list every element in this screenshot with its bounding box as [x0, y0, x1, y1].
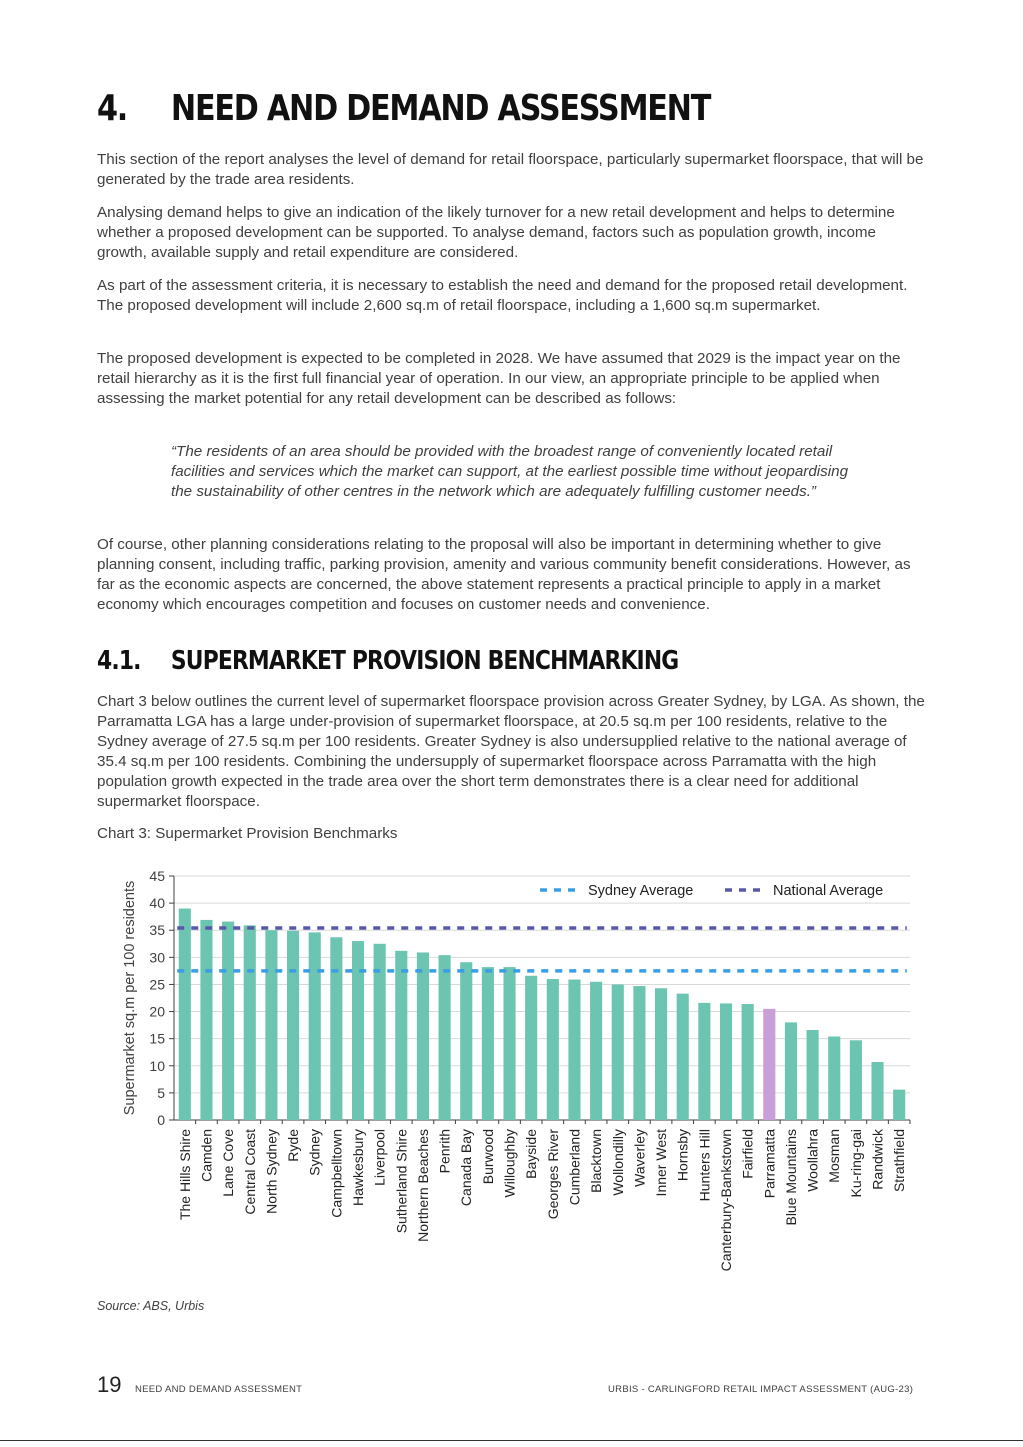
category-label: Canada Bay: [458, 1129, 475, 1207]
category-label: North Sydney: [263, 1129, 280, 1214]
bar: [395, 951, 407, 1120]
intro-paragraph: This section of the report analyses the level of demand for retail floorspace, particularly supermarket floorspace, that will be generated by the trade area residents.: [97, 151, 924, 188]
category-label: Camden: [198, 1129, 215, 1182]
bar: [547, 979, 559, 1120]
bar: [179, 909, 191, 1120]
category-label: Hornsby: [674, 1129, 691, 1182]
bar: [460, 962, 472, 1120]
subsection-title: SUPERMARKET PROVISION BENCHMARKING: [170, 646, 679, 676]
category-label: Georges River: [544, 1129, 561, 1220]
y-tick-label: 15: [149, 1030, 165, 1047]
bar: [200, 920, 212, 1120]
category-label: Sutherland Shire: [393, 1129, 410, 1234]
bar: [742, 1004, 754, 1120]
category-label: Parramatta: [761, 1129, 778, 1199]
bar: [612, 984, 624, 1120]
bar: [330, 937, 342, 1120]
bar: [655, 988, 667, 1120]
bar: [720, 1003, 732, 1120]
category-label: Central Coast: [241, 1129, 258, 1215]
category-label: Penrith: [436, 1129, 453, 1174]
page-number: 19: [97, 1372, 122, 1397]
bar: [850, 1040, 862, 1120]
y-tick-label: 5: [157, 1084, 165, 1101]
planning-paragraph: Of course, other planning considerations relating to the proposal will also be important in determining whether to give planning consent, including traffic, parking provision, amenity and various community benefit considerations. However, as far as the economic aspects are concerned, the above statement represents a practical principle to apply in a market economy which encourages competition and focuses on customer needs and convenience.: [97, 536, 911, 613]
bar: [439, 955, 451, 1120]
bar: [503, 967, 515, 1120]
bar: [871, 1062, 883, 1120]
category-label: Waverley: [631, 1129, 648, 1187]
bar: [525, 976, 537, 1120]
y-tick-label: 10: [149, 1057, 165, 1074]
bar: [352, 941, 364, 1120]
chart-caption: Chart 3: Supermarket Provision Benchmarks: [97, 825, 398, 842]
category-label: Ryde: [285, 1129, 302, 1162]
bar: [309, 932, 321, 1120]
benchmark-paragraph: Chart 3 below outlines the current level of supermarket floorspace provision across Greater Sydney, by LGA. As shown, the Parramatta LGA has a large under-provision of supermarket floorspace, at 20.5 sq.m per 100 residents, relative to the Sydney average of 27.5 sq.m per 100 residents. Greater Sydney is also undersupplied relative to the national average of 35.4 sq.m per 100 residents. Combining the undersupply of supermarket floorspace across Parramatta with the high population growth expected in the trade area over the short term demonstrates there is a clear need for additional supermarket floorspace.: [97, 693, 925, 810]
demand-paragraph: Analysing demand helps to give an indication of the likely turnover for a new retail development and helps to determine whether a proposed development can be supported. To analyse demand, factors such as population growth, income growth, available supply and retail expenditure are considered.: [97, 204, 895, 261]
timing-paragraph: The proposed development is expected to be completed in 2028. We have assumed that 2029 is the impact year on the retail hierarchy as it is the first full financial year of operation. In our view, an appropriate principle to be applied when assessing the market potential for any retail development can be described as follows:: [97, 350, 901, 407]
y-tick-label: 45: [149, 868, 165, 884]
bar: [222, 922, 234, 1120]
bar: [633, 986, 645, 1120]
bar: [677, 994, 689, 1120]
bar: [244, 925, 256, 1120]
bottom-rule: [0, 1440, 1023, 1441]
section-title: NEED AND DEMAND ASSESSMENT: [170, 88, 711, 129]
subsection-number: 4.1.: [97, 646, 141, 676]
bar: [698, 1003, 710, 1120]
bar: [482, 967, 494, 1120]
category-label: Northern Beaches: [414, 1129, 431, 1242]
category-label: Strathfield: [891, 1129, 908, 1193]
y-tick-label: 20: [149, 1003, 165, 1020]
category-label: Woollahra: [804, 1129, 821, 1192]
category-label: Burwood: [479, 1129, 496, 1185]
bar: [265, 930, 277, 1120]
principle-quote: “The residents of an area should be provided with the broadest range of conveniently located retail facilities and services which the market can support, at the earliest possible time without jeopardising the sustainability of other centres in the network which are adequately fulfilling customer needs.”: [171, 443, 849, 500]
category-label: Cumberland: [566, 1129, 583, 1206]
bar: [568, 980, 580, 1120]
category-label: Willoughby: [501, 1129, 518, 1198]
bar: [763, 1009, 775, 1120]
bar: [417, 952, 429, 1120]
criteria-paragraph: As part of the assessment criteria, it is necessary to establish the need and demand for the proposed retail development. The proposed development will include 2,600 sq.m of retail floorspace, including a 1,600 sq.m supermarket.: [97, 277, 908, 314]
category-label: Canterbury-Bankstown: [718, 1129, 734, 1272]
category-label: Lane Cove: [220, 1129, 237, 1197]
category-label: Blue Mountains: [782, 1129, 799, 1226]
bar: [807, 1030, 819, 1120]
footer-report-title: URBIS - CARLINGFORD RETAIL IMPACT ASSESSMENT (AUG-23): [608, 1384, 914, 1395]
bar: [828, 1036, 840, 1120]
bar: [590, 982, 602, 1120]
category-label: Mosman: [826, 1129, 843, 1183]
y-tick-label: 30: [149, 949, 165, 966]
category-label: The Hills Shire: [176, 1129, 193, 1221]
legend-label: National Average: [773, 883, 884, 899]
category-label: Fairfield: [739, 1129, 756, 1179]
category-label: Blacktown: [588, 1129, 605, 1193]
category-label: Wollondilly: [609, 1129, 626, 1196]
category-label: Campbelltown: [328, 1129, 345, 1218]
supermarket-provision-chart: [110, 860, 920, 1295]
y-axis-label: Supermarket sq.m per 100 residents: [122, 880, 138, 1116]
category-label: Bayside: [523, 1129, 540, 1179]
footer-section-label: NEED AND DEMAND ASSESSMENT: [135, 1384, 303, 1395]
category-label: Randwick: [869, 1129, 886, 1190]
chart-source: Source: ABS, Urbis: [97, 1299, 205, 1313]
category-label: Hunters Hill: [696, 1129, 713, 1202]
section-heading: [97, 88, 710, 129]
category-label: Hawkesbury: [350, 1129, 366, 1207]
category-label: Liverpool: [371, 1129, 388, 1186]
subsection-heading: [97, 646, 678, 676]
bar: [287, 931, 299, 1120]
category-label: Ku-ring-gai: [847, 1129, 864, 1198]
y-tick-label: 35: [149, 922, 165, 939]
y-tick-label: 0: [157, 1112, 165, 1128]
y-tick-label: 25: [149, 976, 165, 993]
section-number: 4.: [97, 88, 128, 129]
legend-label: Sydney Average: [588, 883, 694, 899]
bar: [785, 1022, 797, 1120]
category-label: Sydney: [306, 1129, 323, 1176]
bar: [893, 1090, 905, 1120]
category-label: Inner West: [653, 1129, 670, 1197]
y-tick-label: 40: [149, 895, 165, 912]
